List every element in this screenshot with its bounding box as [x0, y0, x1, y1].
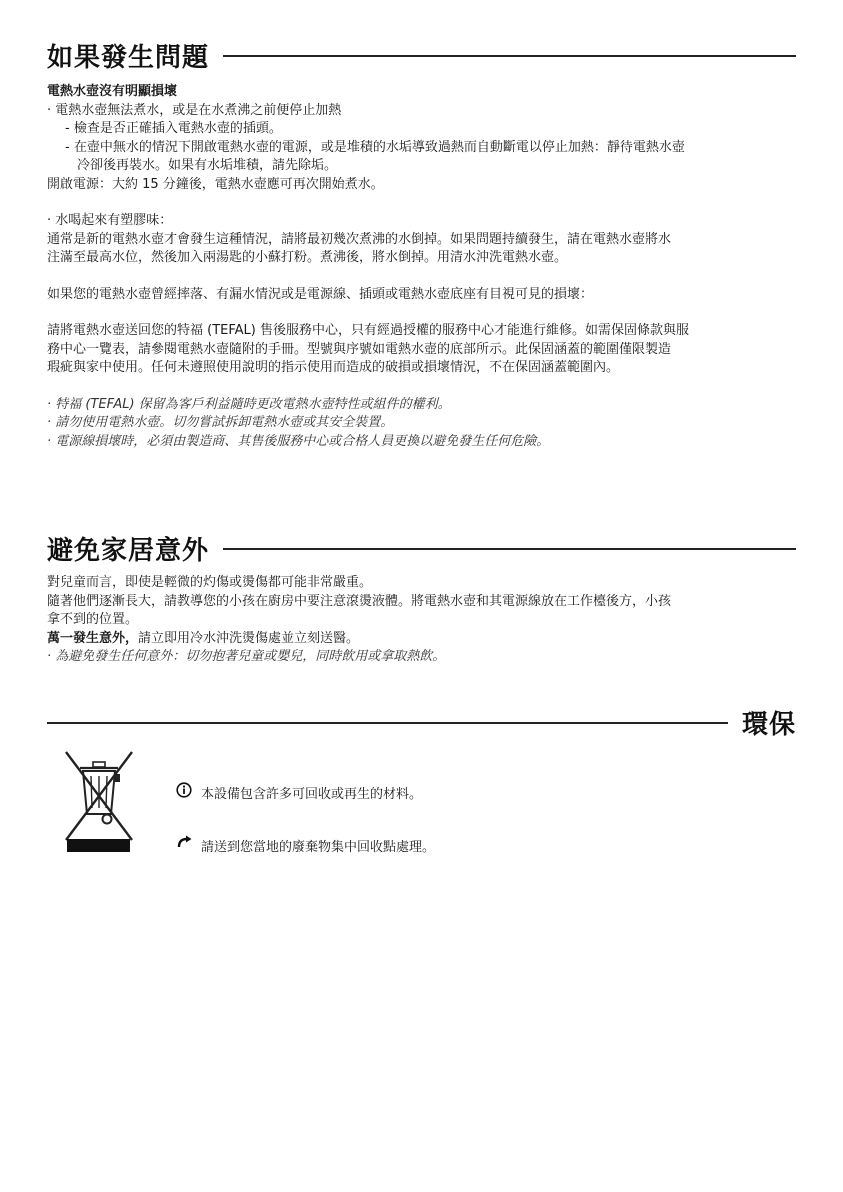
heading-rule	[223, 55, 796, 57]
heading-rule	[47, 722, 728, 724]
troubleshooting-title: 如果發生問題	[47, 43, 210, 73]
emphasis-text: 萬一發生意外，	[47, 630, 139, 646]
note-line: · 特福 (TEFAL) 保留為客戶利益隨時更改電熱水壺特性或組件的權利。	[47, 396, 451, 412]
text-line: · 電熱水壺無法煮水，或是在水煮沸之前便停止加熱	[47, 102, 342, 118]
environment-item-disposal	[175, 835, 435, 855]
environment-text: 本設備包含許多可回收或再生的材料。	[201, 786, 423, 802]
text-line: - 檢查是否正確插入電熱水壺的插頭。	[65, 121, 282, 136]
text-line: 務中心一覽表，請參閱電熱水壺隨附的手冊。型號與序號如電熱水壺的底部所示。此保固涵蓋的範圍僅限製造	[47, 341, 672, 357]
environment-title: 環保	[741, 710, 796, 740]
heading-rule	[223, 548, 796, 550]
text-line: 注滿至最高水位，然後加入兩湯匙的小蘇打粉。煮沸後，將水倒掉。用清水沖洗電熱水壺。	[47, 250, 568, 265]
accidents-body	[47, 574, 807, 667]
text-line: 開啟電源：大約 15 分鐘後，電熱水壺應可再次開始煮水。	[47, 176, 384, 192]
environment-heading	[47, 704, 796, 741]
text-line: 隨著他們逐漸長大，請教導您的小孩在廚房中要注意滾燙液體。將電熱水壺和其電源線放在工作檯後方，小孩	[47, 593, 672, 609]
text-line: · 水喝起來有塑膠味：	[47, 213, 173, 228]
environment-item-recyclable	[175, 782, 422, 802]
text-line: 瑕疵與家中使用。任何未遵照使用說明的指示使用而造成的破損或損壞情況，不在保固涵蓋範圍內。	[47, 360, 620, 375]
text-span: 請立即用冷水沖洗燙傷處並立刻送醫。	[138, 630, 360, 646]
note-line: · 為避免發生任何意外：切勿抱著兒童或嬰兒，同時飲用或拿取熱飲。	[47, 649, 446, 664]
note-line: · 請勿使用電熱水壺。切勿嘗試拆卸電熱水壺或其安全裝置。	[47, 415, 394, 430]
curved-arrow-icon	[175, 835, 193, 855]
accidents-heading	[47, 530, 796, 567]
note-line: · 電源線損壞時，必須由製造商、其售後服務中心或合格人員更換以避免發生任何危險。	[47, 433, 550, 449]
troubleshooting-subtitle: 電熱水壺沒有明顯損壞	[47, 84, 178, 99]
troubleshooting-heading	[47, 37, 796, 74]
text-line: 請將電熱水壺送回您的特福 (TEFAL) 售後服務中心，只有經過授權的服務中心才能進行維修。如需保固條款與服	[47, 323, 689, 338]
text-line: 通常是新的電熱水壺才會發生這種情況，請將最初幾次煮沸的水倒掉。如果問題持續發生，請在電熱水壺將水	[47, 231, 672, 247]
text-line: - 在壺中無水的情況下開啟電熱水壺的電源，或是堆積的水垢導致過熱而自動斷電以停止加熱：靜待電熱水壺	[65, 139, 685, 155]
text-line	[47, 630, 807, 649]
info-circle-icon	[175, 782, 193, 802]
accidents-title: 避免家居意外	[47, 536, 210, 566]
text-line: 冷卻後再裝水。如果有水垢堆積，請先除垢。	[77, 158, 338, 173]
troubleshooting-body	[47, 83, 807, 451]
text-line: 如果您的電熱水壺曾經摔落、有漏水情況或是電源線、插頭或電熱水壺底座有目視可見的損壞：	[47, 286, 594, 302]
text-line: 拿不到的位置。	[47, 612, 139, 627]
crossed-out-wheelie-bin-icon	[60, 748, 136, 860]
environment-text: 請送到您當地的廢棄物集中回收點處理。	[201, 839, 436, 855]
text-line: 對兒童而言，即使是輕微的灼傷或燙傷都可能非常嚴重。	[47, 575, 373, 590]
